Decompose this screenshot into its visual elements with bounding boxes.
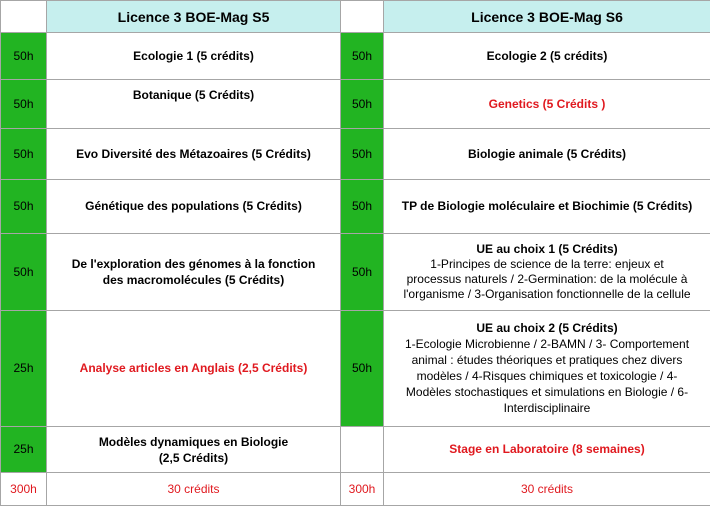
totals-row (1, 473, 710, 506)
header-s5: Licence 3 BOE-Mag S5 (47, 1, 341, 33)
s5-course-4: Génétique des populations (5 Crédits) (47, 180, 341, 234)
s5-hours-2: 50h (1, 80, 47, 129)
s6-total-credits: 30 crédits (384, 473, 710, 506)
header-blank-s6 (341, 1, 384, 33)
s6-hours-4: 50h (341, 180, 384, 234)
s5-total-credits: 30 crédits (47, 473, 341, 506)
s5-course-7 (47, 427, 341, 473)
s6-ue-choice-1-title: UE au choix 1 (5 Crédits) (476, 242, 618, 256)
s6-course-4: TP de Biologie moléculaire et Biochimie (5 Crédits) (384, 180, 710, 234)
s6-course-3: Biologie animale (5 Crédits) (384, 129, 710, 180)
s5-course-6: Analyse articles en Anglais (2,5 Crédits) (47, 311, 341, 427)
s6-ue-choice-2-desc-line2: animal : études théoriques et pratiques chez divers (411, 353, 683, 367)
s6-course-2: Genetics (5 Crédits ) (384, 80, 710, 129)
s6-course-1: Ecologie 2 (5 crédits) (384, 33, 710, 80)
s5-hours-7: 25h (1, 427, 47, 473)
table-row (1, 129, 710, 180)
s6-course-7: Stage en Laboratoire (8 semaines) (384, 427, 710, 473)
header-blank-s5 (1, 1, 47, 33)
s6-hours-6: 50h (341, 311, 384, 427)
s5-course-2: Botanique (5 Crédits) (47, 80, 341, 129)
s6-ue-choice-2-title: UE au choix 2 (5 Crédits) (476, 321, 618, 335)
s6-ue-choice-1-desc-line3: l'organisme / 3-Organisation fonctionnelle de la cellule (403, 287, 691, 301)
s6-ue-choice-2-desc-line3: modèles / 4-Risques chimiques et toxicologie / 4- (416, 369, 678, 383)
s5-course-3: Evo Diversité des Métazoaires (5 Crédits) (47, 129, 341, 180)
s5-course-1: Ecologie 1 (5 crédits) (47, 33, 341, 80)
s5-total-hours: 300h (1, 473, 47, 506)
s6-total-hours: 300h (341, 473, 384, 506)
s5-hours-5: 50h (1, 234, 47, 311)
s6-hours-5: 50h (341, 234, 384, 311)
s6-hours-2: 50h (341, 80, 384, 129)
table-row (1, 80, 710, 129)
s5-hours-6: 25h (1, 311, 47, 427)
s6-ue-choice-2-desc-line4: Modèles stochastiques et simulations en Biologie / 6- (405, 385, 689, 399)
table-row (1, 427, 710, 473)
s6-ue-choice-1 (384, 234, 710, 311)
s6-ue-choice-2-desc-line5: Interdisciplinaire (503, 401, 591, 415)
s6-hours-7 (341, 427, 384, 473)
s6-ue-choice-1-desc-line2: processus naturels / 2-Germination: de la molécule à (406, 272, 688, 286)
header-s6: Licence 3 BOE-Mag S6 (384, 1, 710, 33)
table-row (1, 311, 710, 427)
s5-hours-4: 50h (1, 180, 47, 234)
header-row (1, 1, 710, 33)
s5-hours-3: 50h (1, 129, 47, 180)
s5-hours-1: 50h (1, 33, 47, 80)
s5-course-5-line1: De l'exploration des génomes à la fonction (71, 257, 316, 271)
s6-ue-choice-1-desc-line1: 1-Principes de science de la terre: enjeux et (430, 257, 664, 271)
s5-course-7-line2: (2,5 Crédits) (158, 450, 229, 465)
table-row (1, 180, 710, 234)
s6-ue-choice-2 (384, 311, 710, 427)
s5-course-5-line2: des macromolécules (5 Crédits) (102, 273, 285, 287)
s6-hours-3: 50h (341, 129, 384, 180)
s5-course-5 (47, 234, 341, 311)
table-row (1, 33, 710, 80)
s5-course-7-line1: Modèles dynamiques en Biologie (98, 434, 289, 449)
s6-hours-1: 50h (341, 33, 384, 80)
s6-ue-choice-2-desc-line1: 1-Ecologie Microbienne / 2-BAMN / 3- Comportement (404, 337, 690, 351)
table-row (1, 234, 710, 311)
